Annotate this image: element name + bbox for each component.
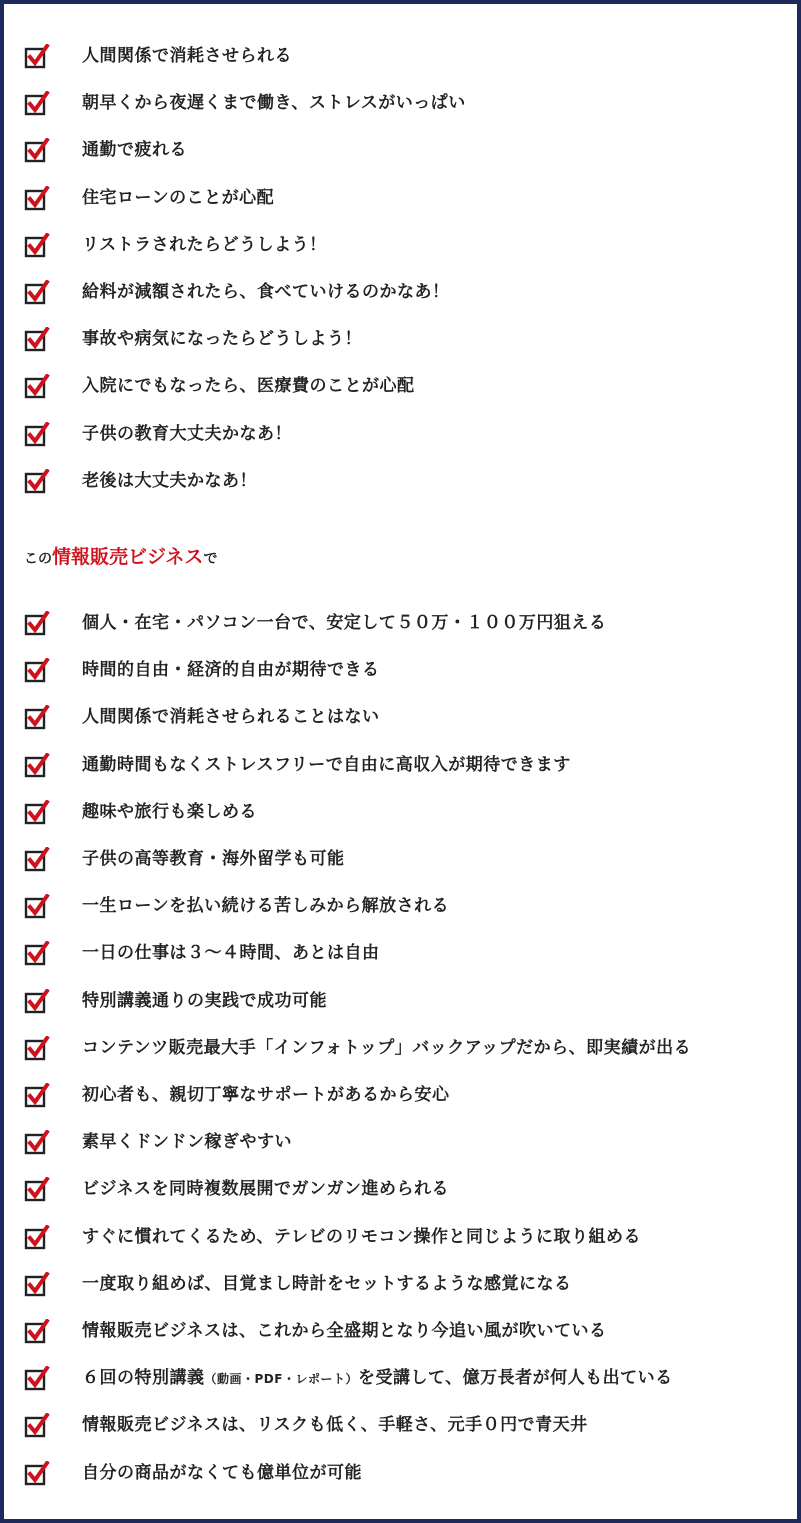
checkbox-checked-icon [24, 1036, 50, 1062]
list-item-label: 子供の教育大丈夫かなあ！ [82, 423, 292, 444]
list-item-label: 一度取り組めば、目覚まし時計をセットするような感覚になる [82, 1273, 572, 1294]
list-item-label: 情報販売ビジネスは、これから全盛期となり今追い風が吹いている [82, 1321, 607, 1341]
list-item-label: 一生ローンを払い続ける苦しみから解放される [82, 896, 450, 917]
checkbox-checked-icon [24, 1083, 50, 1109]
checkbox-checked-icon [24, 1225, 50, 1251]
list-item-label: コンテンツ販売最大手「インフォトップ」バックアップだから、即実績が出る [82, 1037, 692, 1058]
heading-highlight: 情報販売ビジネス [52, 546, 204, 568]
checkbox-checked-icon [24, 374, 50, 400]
list-item-label: すぐに慣れてくるため、テレビのリモコン操作と同じように取り組める [82, 1226, 641, 1247]
list-item-label: 自分の商品がなくても億単位が可能 [82, 1462, 362, 1483]
checkbox-checked-icon [24, 91, 50, 117]
checkbox-checked-icon [24, 847, 50, 873]
checkbox-checked-icon [24, 422, 50, 448]
checkbox-checked-icon [24, 138, 50, 164]
list-item-label: 住宅ローンのことが心配 [82, 187, 275, 208]
heading-suffix: で [203, 551, 218, 567]
list-item-label: 時間的自由・経済的自由が期待できる [82, 660, 380, 681]
list-item-label: リストラされたらどうしよう！ [82, 234, 327, 255]
checkbox-checked-icon [24, 327, 50, 353]
checkbox-checked-icon [24, 658, 50, 684]
checkbox-checked-icon [24, 1319, 50, 1345]
checkbox-checked-icon [24, 469, 50, 495]
heading-prefix: この [24, 551, 52, 567]
list-item-label: 子供の高等教育・海外留学も可能 [82, 849, 345, 869]
list-item-label: 入院にでもなったら、医療費のことが心配 [82, 376, 415, 397]
list-item-label: 特別講義通りの実践で成功可能 [82, 990, 327, 1011]
list-item-label: 朝早くから夜遅くまで働き、ストレスがいっぱい [82, 93, 466, 114]
checkbox-checked-icon [24, 1130, 50, 1156]
checkbox-checked-icon [24, 894, 50, 920]
list-item-label: 通勤時間もなくストレスフリーで自由に高収入が期待できます [82, 754, 571, 775]
special-after: を受講して、億万長者が何人も出ている [357, 1368, 673, 1389]
list-item-label: 初心者も、親切丁寧なサポートがあるから安心 [82, 1085, 450, 1105]
list-item-label: 趣味や旅行も楽しめる [82, 801, 257, 822]
list-item-label: 素早くドンドン稼ぎやすい [82, 1132, 292, 1153]
checkbox-checked-icon [24, 1272, 50, 1298]
list-item-label-special [82, 1365, 673, 1392]
special-before: ６回の特別講義 [82, 1368, 205, 1389]
list-item-label: 一日の仕事は３～４時間、あとは自由 [82, 943, 380, 964]
checkbox-checked-icon [24, 233, 50, 259]
checkbox-checked-icon [24, 186, 50, 212]
list-item-label: 事故や病気になったらどうしよう！ [82, 329, 362, 350]
list-item-label: 通勤で疲れる [82, 140, 187, 161]
list-item-label: ビジネスを同時複数展開でガンガン進められる [82, 1179, 449, 1200]
checkbox-checked-icon [24, 1177, 50, 1203]
checkbox-checked-icon [24, 280, 50, 306]
checkbox-checked-icon [24, 1461, 50, 1487]
checkbox-checked-icon [24, 1366, 50, 1392]
list-item-label: 老後は大丈夫かなあ！ [82, 470, 257, 491]
list-item-label: 人間関係で消耗させられる [82, 46, 292, 66]
special-small: （動画・PDF・レポート） [204, 1372, 358, 1387]
checkbox-checked-icon [24, 941, 50, 967]
checkbox-checked-icon [24, 753, 50, 779]
checkbox-checked-icon [24, 705, 50, 731]
list-item-label: 情報販売ビジネスは、リスクも低く、手軽さ、元手０円で青天井 [82, 1415, 588, 1436]
section-heading [24, 542, 217, 572]
list-item-label: 人間関係で消耗させられることはない [82, 707, 380, 728]
list-item-label: 個人・在宅・パソコン一台で、安定して５０万・１００万円狙える [82, 613, 607, 633]
list-item-label: 給料が減額されたら、食べていけるのかなあ！ [82, 282, 450, 302]
checkbox-checked-icon [24, 989, 50, 1015]
checkbox-checked-icon [24, 1413, 50, 1439]
checkbox-checked-icon [24, 800, 50, 826]
checkbox-checked-icon [24, 44, 50, 70]
checkbox-checked-icon [24, 611, 50, 637]
